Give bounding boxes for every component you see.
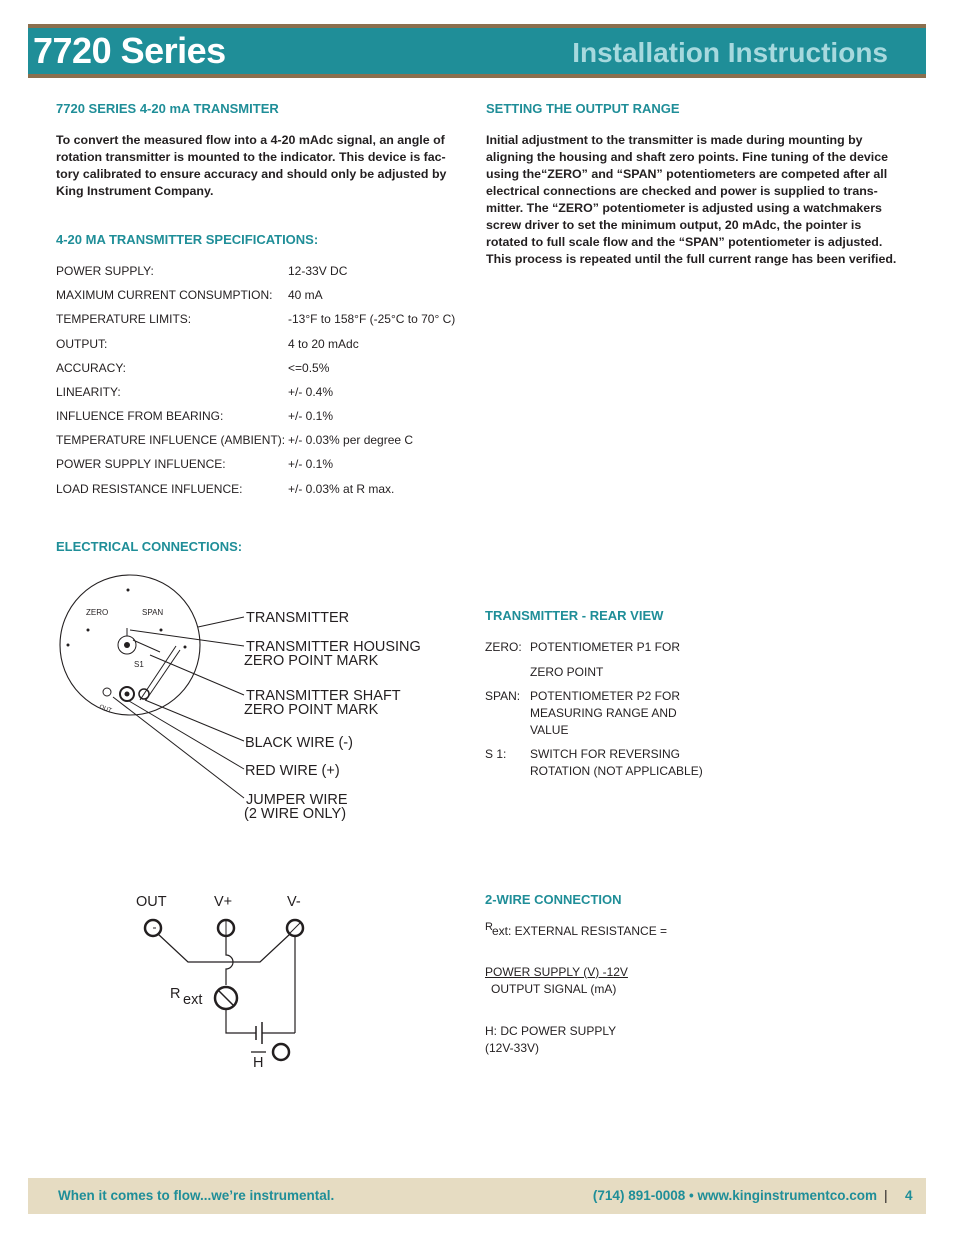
spec-value: 12-33V DC — [288, 264, 348, 278]
shaft-arm — [140, 646, 176, 700]
paragraph-line: King Instrument Company. — [56, 184, 214, 198]
spec-label: POWER SUPPLY INFLUENCE: — [56, 457, 226, 471]
leader-line — [130, 630, 244, 646]
footer-tagline: When it comes to flow...we’re instrumental. — [58, 1188, 335, 1203]
resistor-symbol — [219, 991, 233, 1005]
paragraph-line: mitter. The “ZERO” potentiometer is adjusted using a watchmakers — [486, 201, 882, 215]
header-rule-bottom — [28, 74, 926, 78]
spec-row — [56, 480, 476, 498]
terminal — [103, 688, 111, 696]
spec-row — [56, 310, 476, 328]
transmitter-diagram — [0, 560, 480, 840]
rear-view-heading: TRANSMITTER - REAR VIEW — [485, 608, 664, 623]
callout-housing-zero: ZERO POINT MARK — [244, 653, 379, 669]
page-title: 7720 Series — [33, 30, 226, 71]
transmitter-heading: 7720 SERIES 4-20 mA TRANSMITER — [56, 101, 279, 116]
spec-label: LINEARITY: — [56, 385, 121, 399]
s1-label: S1 — [134, 660, 144, 669]
spec-row — [56, 407, 476, 425]
spec-label: ACCURACY: — [56, 361, 127, 375]
paragraph-line: electrical connections are checked and power is supplied to trans- — [486, 184, 878, 198]
terminal-center — [125, 692, 130, 697]
paragraph-line: This process is repeated until the full current range has been verified. — [486, 252, 897, 266]
wiring-diagram — [120, 885, 320, 1075]
callout-red-wire: RED WIRE (+) — [245, 763, 340, 779]
spec-label: INFLUENCE FROM BEARING: — [56, 409, 224, 423]
paragraph-line: To convert the measured flow into a 4-20 mAdc signal, an angle of — [56, 133, 445, 147]
power-supply-definition: H: DC POWER SUPPLY — [485, 1024, 617, 1038]
paragraph-line: rotated to full scale flow and the “SPAN” potentiometer is adjusted. — [486, 235, 883, 249]
callout-transmitter: TRANSMITTER — [246, 610, 350, 626]
spec-row — [56, 286, 476, 304]
spec-row — [56, 455, 476, 473]
electrical-heading: ELECTRICAL CONNECTIONS: — [56, 539, 243, 554]
rear-view-key: ZERO: — [485, 640, 522, 654]
formula-numerator: POWER SUPPLY (V) -12V — [485, 965, 628, 979]
rext-definition: ext: EXTERNAL RESISTANCE = — [492, 924, 668, 938]
shaft-center — [124, 642, 130, 648]
footer-separator: | — [884, 1187, 888, 1203]
terminal-slot — [290, 923, 300, 933]
callout-housing: TRANSMITTER HOUSING — [246, 639, 421, 655]
specs-heading: 4-20 MA TRANSMITTER SPECIFICATIONS: — [56, 232, 319, 247]
spec-label: LOAD RESISTANCE INFLUENCE: — [56, 482, 243, 496]
rear-view-value: POTENTIOMETER P1 FOR — [530, 640, 681, 654]
callout-black-wire: BLACK WIRE (-) — [245, 735, 353, 751]
span-pot-dot — [160, 629, 163, 632]
rear-view-value: POTENTIOMETER P2 FOR MEASURING RANGE AND VALUE — [530, 689, 681, 737]
span-label: SPAN — [142, 608, 164, 617]
rear-view-value: ZERO POINT — [530, 665, 604, 679]
vplus-terminal-label: V+ — [214, 894, 233, 910]
spec-label: MAXIMUM CURRENT CONSUMPTION: — [56, 288, 273, 302]
spec-label: TEMPERATURE INFLUENCE (AMBIENT): — [56, 433, 286, 447]
power-supply-terminal — [273, 1044, 289, 1060]
mount-dot — [127, 589, 130, 592]
callout-jumper-note: (2 WIRE ONLY) — [244, 806, 347, 822]
resistor-wire — [226, 1009, 256, 1033]
leader-line — [129, 701, 244, 769]
spec-row — [56, 359, 476, 377]
spec-value: +/- 0.1% — [288, 409, 334, 423]
leader-line — [145, 700, 244, 741]
output-range-heading: SETTING THE OUTPUT RANGE — [486, 101, 680, 116]
spec-value: 4 to 20 mAdc — [288, 337, 359, 351]
spec-row — [56, 262, 476, 280]
paragraph-line: aligning the housing and shaft zero points. Fine tuning of the device — [486, 150, 889, 164]
rear-view-key: SPAN: — [485, 689, 521, 703]
leader-line — [150, 655, 244, 695]
spec-value: <=0.5% — [288, 361, 330, 375]
spec-value: +/- 0.4% — [288, 385, 334, 399]
jumper-wire — [158, 934, 290, 962]
spec-value: +/- 0.03% at R max. — [288, 482, 395, 496]
spec-value: +/- 0.03% per degree C — [288, 433, 414, 447]
spec-row — [56, 335, 476, 353]
spec-label: POWER SUPPLY: — [56, 264, 154, 278]
rear-view-value: SWITCH FOR REVERSING ROTATION (NOT APPLICABLE) — [530, 747, 703, 778]
shaft-pointer — [133, 640, 160, 652]
spec-row — [56, 383, 476, 401]
spec-label: OUTPUT: — [56, 337, 108, 351]
paragraph-line: using the“ZERO” and “SPAN” potentiometers are competed after all — [486, 167, 888, 181]
spec-value: 40 mA — [288, 288, 323, 302]
spec-row — [56, 431, 476, 449]
paragraph-line: Initial adjustment to the transmitter is made during mounting by — [486, 133, 863, 147]
shaft-arm — [146, 650, 180, 700]
page-number: 4 — [905, 1188, 913, 1203]
out-terminal-label: OUT — [136, 894, 167, 910]
resistor-sub-label: ext — [183, 992, 203, 1008]
callout-jumper: JUMPER WIRE — [246, 792, 348, 808]
h-label: H — [253, 1055, 264, 1071]
out-label: OUT — [98, 704, 113, 715]
rext-symbol: R — [485, 921, 493, 933]
spec-value: -13°F to 158°F (-25°C to 70° C) — [288, 312, 456, 326]
footer-contact: (714) 891-0008 • www.kinginstrumentco.com — [592, 1188, 877, 1203]
page-subtitle: Installation Instructions — [572, 37, 888, 68]
mount-dot — [184, 646, 187, 649]
callout-shaft-zero: ZERO POINT MARK — [244, 702, 379, 718]
formula-denominator: OUTPUT SIGNAL (mA) — [491, 982, 617, 996]
zero-label: ZERO — [86, 608, 109, 617]
leader-line — [198, 617, 244, 627]
spec-value: +/- 0.1% — [288, 457, 334, 471]
paragraph-line: tory calibrated to ensure accuracy and should only be adjusted by — [56, 167, 447, 181]
callout-shaft: TRANSMITTER SHAFT — [246, 688, 401, 704]
zero-pot-dot — [87, 629, 90, 632]
vplus-wire — [226, 936, 233, 985]
leader-line — [113, 697, 244, 798]
paragraph-line: screw driver to set the minimum output, 20 mAdc, the pointer is — [486, 218, 862, 232]
rear-view-key: S 1: — [485, 747, 507, 761]
spec-label: TEMPERATURE LIMITS: — [56, 312, 192, 326]
two-wire-heading: 2-WIRE CONNECTION — [485, 892, 622, 907]
power-supply-range: (12V-33V) — [485, 1041, 540, 1055]
resistor-label: R — [170, 986, 181, 1002]
mount-dot — [67, 644, 70, 647]
vminus-terminal-label: V- — [287, 894, 301, 910]
paragraph-line: rotation transmitter is mounted to the indicator. This device is fac- — [56, 150, 446, 164]
